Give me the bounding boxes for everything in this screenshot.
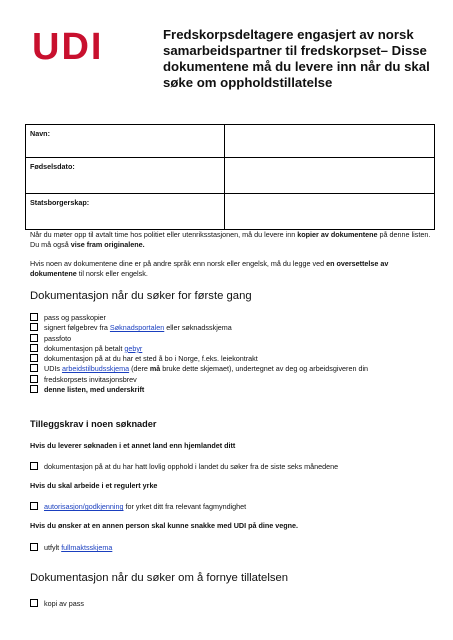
checkbox[interactable] [30, 385, 38, 393]
intro-paragraph-2 [30, 259, 435, 279]
item-text: eller søknadsskjema [164, 323, 232, 333]
intro-emphasis: kopier av dokumentene [297, 230, 378, 239]
item-text: kopi av pass [44, 599, 84, 608]
list-item [30, 599, 84, 608]
item-text: denne listen, med underskrift [44, 385, 145, 395]
autorisasjon-link[interactable]: autorisasjon/godkjenning [44, 502, 124, 511]
gebyr-link[interactable]: gebyr [124, 343, 143, 353]
fullmaktsskjema-link[interactable]: fullmaktsskjema [61, 543, 113, 552]
dob-field[interactable] [225, 158, 435, 194]
item-text: (dere [129, 364, 150, 374]
soknadsportalen-link[interactable]: Søknadsportalen [109, 323, 165, 333]
section-heading-renewal: Dokumentasjon når du søker om å fornye tillatelsen [30, 572, 289, 584]
dob-row [26, 158, 435, 194]
first-time-checklist [30, 313, 440, 395]
item-text: pass og passkopier [44, 313, 106, 322]
intro-text: Når du møter opp til avtalt time hos politiet eller utenriksstasjonen, må du levere inn [30, 230, 298, 239]
checkbox[interactable] [30, 462, 38, 470]
checkbox[interactable] [30, 354, 38, 362]
list-item [30, 364, 440, 374]
section-heading-first-time: Dokumentasjon når du søker for første gang [30, 290, 252, 302]
item-text: dokumentasjon på at du har et sted å bo i Norge, f.eks. leiekontrakt [44, 354, 258, 364]
name-field[interactable] [225, 125, 435, 158]
list-item [30, 375, 440, 385]
udi-logo: UDI [32, 26, 104, 68]
citizenship-label: Statsborgerskap: [26, 194, 225, 230]
item-text: for yrket ditt fra relevant fagmyndighet [123, 502, 247, 511]
item-text: utfylt [44, 543, 62, 552]
list-item [30, 323, 440, 333]
applicant-info-table [25, 124, 435, 230]
item-text: signert følgebrev fra [44, 323, 110, 333]
list-item [30, 313, 440, 323]
dob-label: Fødselsdato: [26, 158, 225, 194]
list-item [30, 502, 246, 511]
page-title: Fredskorpsdeltagere engasjert av norsk samarbeidspartner til fredskorpset– Disse dokumentene må du levere inn når du skal søke om oppholdstillatelse [163, 27, 430, 90]
list-item [30, 543, 112, 552]
arbeidstilbudsskjema-link[interactable]: arbeidstilbudsskjema [61, 364, 130, 374]
list-item [30, 385, 440, 395]
checkbox[interactable] [30, 323, 38, 331]
subheading-regulated-profession: Hvis du skal arbeide i et regulert yrke [30, 481, 158, 490]
checkbox[interactable] [30, 502, 38, 510]
intro-emphasis: en oversettelse av dokumentene [30, 259, 389, 278]
intro-text: til norsk eller engelsk. [76, 269, 148, 278]
list-item [30, 344, 440, 354]
item-text: fredskorpsets invitasjonsbrev [44, 374, 137, 384]
subheading-proxy: Hvis du ønsker at en annen person skal kunne snakke med UDI på dine vegne. [30, 521, 299, 530]
list-item [30, 334, 440, 344]
list-item [30, 462, 338, 471]
item-text: UDIs [44, 364, 62, 374]
intro-emphasis: vise fram originalene. [70, 240, 145, 249]
checkbox[interactable] [30, 599, 38, 607]
subheading-other-country: Hvis du leverer søknaden i et annet land enn hjemlandet ditt [30, 441, 236, 450]
name-label: Navn: [26, 125, 225, 158]
citizenship-row [26, 194, 435, 230]
checkbox[interactable] [30, 334, 38, 342]
intro-paragraph-1 [30, 230, 435, 250]
intro-text: Hvis noen av dokumentene dine er på andre språk enn norsk eller engelsk, må du legge ved [30, 259, 327, 268]
citizenship-field[interactable] [225, 194, 435, 230]
checkbox[interactable] [30, 313, 38, 321]
list-item [30, 354, 440, 364]
item-text: dokumentasjon på betalt [44, 343, 125, 353]
name-row [26, 125, 435, 158]
checkbox[interactable] [30, 543, 38, 551]
item-emphasis: må [149, 364, 161, 374]
checkbox[interactable] [30, 375, 38, 383]
intro-text: på denne listen. Du må også [30, 230, 431, 249]
checkbox[interactable] [30, 344, 38, 352]
checkbox[interactable] [30, 364, 38, 372]
section-heading-additional: Tilleggskrav i noen søknader [30, 419, 157, 429]
item-text: bruke dette skjemaet), undertegnet av deg og arbeidsgiveren din [160, 364, 369, 374]
item-text: passfoto [44, 333, 72, 343]
item-text: dokumentasjon på at du har hatt lovlig opphold i landet du søker fra de siste seks månedene [44, 462, 339, 471]
